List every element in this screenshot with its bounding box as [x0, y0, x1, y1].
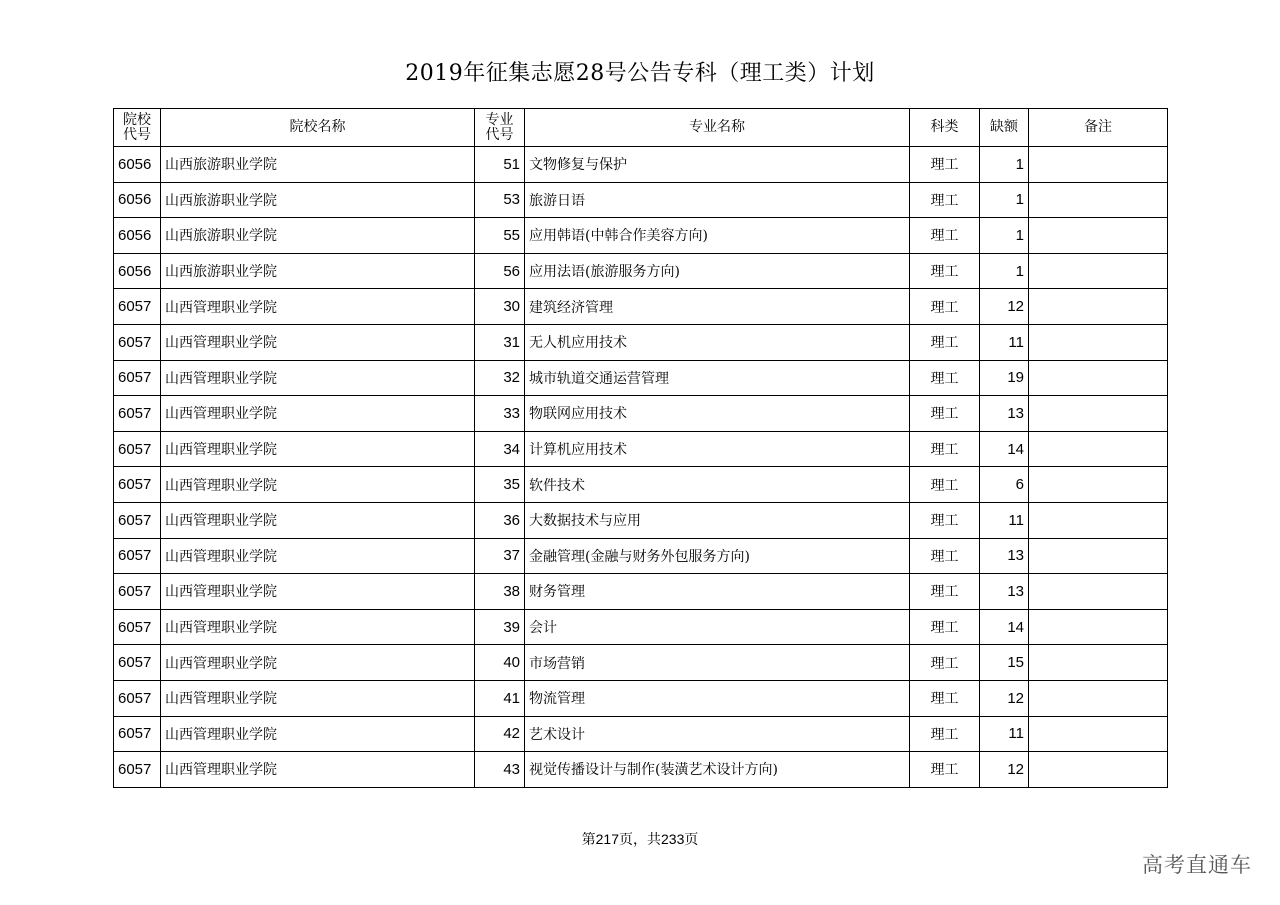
cell-school-name: 山西管理职业学院 [161, 289, 475, 325]
cell-school-code: 6057 [114, 609, 161, 645]
cell-major-name: 文物修复与保护 [525, 147, 910, 183]
table-body [114, 147, 1168, 788]
current-page-number: 217 [595, 831, 619, 847]
cell-major-name: 应用法语(旅游服务方向) [525, 253, 910, 289]
cell-quota: 13 [980, 538, 1029, 574]
cell-major-code: 40 [475, 645, 525, 681]
cell-major-name: 金融管理(金融与财务外包服务方向) [525, 538, 910, 574]
cell-school-code: 6056 [114, 218, 161, 254]
cell-category: 理工 [910, 574, 980, 610]
cell-major-name: 建筑经济管理 [525, 289, 910, 325]
cell-major-code: 55 [475, 218, 525, 254]
cell-school-name: 山西管理职业学院 [161, 645, 475, 681]
table-row [114, 253, 1168, 289]
cell-school-code: 6057 [114, 574, 161, 610]
table-row [114, 752, 1168, 788]
cell-major-name: 应用韩语(中韩合作美容方向) [525, 218, 910, 254]
cell-school-code: 6057 [114, 538, 161, 574]
cell-quota: 15 [980, 645, 1029, 681]
cell-major-name: 会计 [525, 609, 910, 645]
page-footer: 第217页，共233页 [581, 831, 699, 848]
cell-school-code: 6057 [114, 716, 161, 752]
cell-quota: 1 [980, 147, 1029, 183]
cell-major-code: 34 [475, 431, 525, 467]
cell-remarks [1029, 538, 1168, 574]
cell-category: 理工 [910, 716, 980, 752]
cell-major-name: 旅游日语 [525, 182, 910, 218]
cell-quota: 19 [980, 360, 1029, 396]
cell-category: 理工 [910, 680, 980, 716]
table-row [114, 431, 1168, 467]
cell-school-code: 6057 [114, 396, 161, 432]
cell-school-name: 山西管理职业学院 [161, 574, 475, 610]
cell-school-code: 6057 [114, 467, 161, 503]
cell-major-code: 38 [475, 574, 525, 610]
cell-remarks [1029, 182, 1168, 218]
cell-major-code: 30 [475, 289, 525, 325]
cell-school-name: 山西旅游职业学院 [161, 253, 475, 289]
table-row [114, 147, 1168, 183]
table-row [114, 396, 1168, 432]
header-school-code: 院校 代号 [114, 109, 161, 147]
cell-major-code: 42 [475, 716, 525, 752]
cell-school-code: 6057 [114, 502, 161, 538]
cell-school-code: 6057 [114, 431, 161, 467]
cell-category: 理工 [910, 360, 980, 396]
cell-remarks [1029, 147, 1168, 183]
cell-school-name: 山西管理职业学院 [161, 324, 475, 360]
cell-school-code: 6057 [114, 680, 161, 716]
cell-school-name: 山西管理职业学院 [161, 360, 475, 396]
cell-major-name: 软件技术 [525, 467, 910, 503]
cell-remarks [1029, 609, 1168, 645]
cell-major-code: 39 [475, 609, 525, 645]
cell-school-code: 6057 [114, 645, 161, 681]
cell-quota: 1 [980, 218, 1029, 254]
cell-remarks [1029, 467, 1168, 503]
cell-remarks [1029, 324, 1168, 360]
cell-category: 理工 [910, 467, 980, 503]
table-row [114, 182, 1168, 218]
cell-major-code: 43 [475, 752, 525, 788]
table-row [114, 716, 1168, 752]
cell-category: 理工 [910, 289, 980, 325]
cell-major-code: 37 [475, 538, 525, 574]
total-pages-number: 233 [661, 831, 685, 847]
cell-major-code: 56 [475, 253, 525, 289]
cell-school-name: 山西管理职业学院 [161, 680, 475, 716]
cell-remarks [1029, 289, 1168, 325]
cell-category: 理工 [910, 396, 980, 432]
cell-remarks [1029, 680, 1168, 716]
cell-category: 理工 [910, 431, 980, 467]
cell-quota: 14 [980, 431, 1029, 467]
cell-school-name: 山西管理职业学院 [161, 467, 475, 503]
cell-category: 理工 [910, 609, 980, 645]
cell-category: 理工 [910, 502, 980, 538]
cell-major-name: 视觉传播设计与制作(装潢艺术设计方向) [525, 752, 910, 788]
cell-category: 理工 [910, 324, 980, 360]
cell-remarks [1029, 645, 1168, 681]
cell-quota: 14 [980, 609, 1029, 645]
cell-major-name: 无人机应用技术 [525, 324, 910, 360]
table-header-row [114, 109, 1168, 147]
cell-school-code: 6057 [114, 360, 161, 396]
cell-remarks [1029, 716, 1168, 752]
cell-major-name: 大数据技术与应用 [525, 502, 910, 538]
cell-major-name: 城市轨道交通运营管理 [525, 360, 910, 396]
cell-school-name: 山西管理职业学院 [161, 502, 475, 538]
header-school-name: 院校名称 [161, 109, 475, 147]
cell-remarks [1029, 253, 1168, 289]
cell-category: 理工 [910, 645, 980, 681]
cell-school-name: 山西旅游职业学院 [161, 218, 475, 254]
cell-category: 理工 [910, 538, 980, 574]
table-row [114, 680, 1168, 716]
cell-school-code: 6056 [114, 182, 161, 218]
cell-major-name: 计算机应用技术 [525, 431, 910, 467]
cell-remarks [1029, 574, 1168, 610]
document-title: 2019年征集志愿28号公告专科（理工类）计划 [405, 61, 875, 86]
header-category: 科类 [910, 109, 980, 147]
cell-remarks [1029, 752, 1168, 788]
cell-school-name: 山西管理职业学院 [161, 752, 475, 788]
cell-major-name: 物流管理 [525, 680, 910, 716]
table-row [114, 609, 1168, 645]
cell-category: 理工 [910, 253, 980, 289]
cell-category: 理工 [910, 147, 980, 183]
cell-quota: 11 [980, 502, 1029, 538]
cell-major-name: 市场营销 [525, 645, 910, 681]
cell-category: 理工 [910, 218, 980, 254]
cell-major-code: 32 [475, 360, 525, 396]
cell-major-name: 艺术设计 [525, 716, 910, 752]
cell-major-code: 33 [475, 396, 525, 432]
header-quota: 缺额 [980, 109, 1029, 147]
cell-school-name: 山西管理职业学院 [161, 396, 475, 432]
plan-table [113, 108, 1168, 788]
cell-major-code: 53 [475, 182, 525, 218]
cell-school-code: 6056 [114, 147, 161, 183]
cell-quota: 11 [980, 324, 1029, 360]
cell-quota: 1 [980, 253, 1029, 289]
cell-school-name: 山西管理职业学院 [161, 716, 475, 752]
cell-remarks [1029, 218, 1168, 254]
cell-remarks [1029, 360, 1168, 396]
table-row [114, 574, 1168, 610]
header-remarks: 备注 [1029, 109, 1168, 147]
cell-school-code: 6057 [114, 289, 161, 325]
cell-remarks [1029, 502, 1168, 538]
table-row [114, 324, 1168, 360]
cell-quota: 6 [980, 467, 1029, 503]
cell-school-name: 山西旅游职业学院 [161, 182, 475, 218]
cell-major-code: 31 [475, 324, 525, 360]
table-row [114, 502, 1168, 538]
cell-major-name: 物联网应用技术 [525, 396, 910, 432]
table-row [114, 538, 1168, 574]
cell-quota: 12 [980, 289, 1029, 325]
cell-school-code: 6056 [114, 253, 161, 289]
table-row [114, 218, 1168, 254]
cell-major-code: 36 [475, 502, 525, 538]
cell-school-code: 6057 [114, 752, 161, 788]
cell-major-code: 51 [475, 147, 525, 183]
header-major-name: 专业名称 [525, 109, 910, 147]
cell-quota: 1 [980, 182, 1029, 218]
cell-major-name: 财务管理 [525, 574, 910, 610]
header-major-code: 专业 代号 [475, 109, 525, 147]
table-row [114, 467, 1168, 503]
cell-major-code: 35 [475, 467, 525, 503]
table-row [114, 360, 1168, 396]
cell-quota: 12 [980, 752, 1029, 788]
cell-quota: 11 [980, 716, 1029, 752]
cell-school-name: 山西管理职业学院 [161, 609, 475, 645]
cell-school-name: 山西旅游职业学院 [161, 147, 475, 183]
cell-quota: 12 [980, 680, 1029, 716]
cell-major-code: 41 [475, 680, 525, 716]
table-row [114, 645, 1168, 681]
cell-category: 理工 [910, 182, 980, 218]
table-row [114, 289, 1168, 325]
cell-category: 理工 [910, 752, 980, 788]
cell-quota: 13 [980, 396, 1029, 432]
cell-school-code: 6057 [114, 324, 161, 360]
cell-remarks [1029, 396, 1168, 432]
cell-remarks [1029, 431, 1168, 467]
cell-school-name: 山西管理职业学院 [161, 538, 475, 574]
cell-school-name: 山西管理职业学院 [161, 431, 475, 467]
watermark-text: 高考直通车 [1142, 853, 1252, 877]
cell-quota: 13 [980, 574, 1029, 610]
